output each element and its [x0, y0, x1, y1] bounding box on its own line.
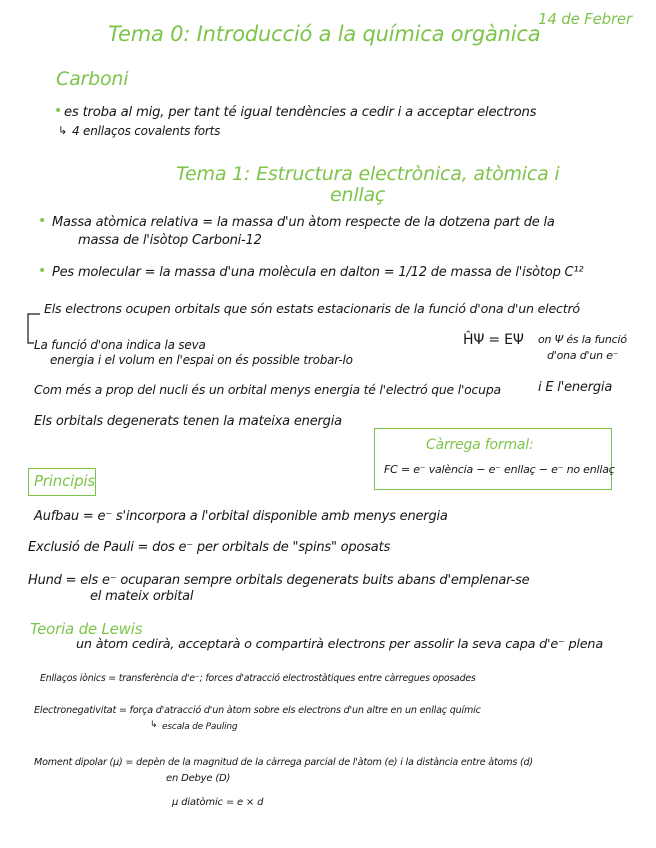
carboni-line2: 4 enllaços covalents forts — [72, 124, 221, 138]
bullet-icon: • — [38, 263, 47, 279]
electronegativitat-line1: Electronegativitat = força d'atracció d'un àtom sobre els electrons d'un altre en un enllaç químic — [34, 705, 481, 716]
tema0-title: Tema 0: Introducció a la química orgànica — [108, 22, 541, 46]
hund-line2: el mateix orbital — [90, 589, 194, 604]
bullet-icon: • — [54, 103, 63, 119]
moment-diatomic: μ diatòmic = e × d — [172, 797, 264, 808]
electronegativitat-line2: escala de Pauling — [162, 722, 238, 732]
carboni-line1: es troba al mig, per tant té igual tendències a cedir i a acceptar electrons — [64, 105, 537, 120]
enllacos-ionics: Enllaços iònics = transferència d'e⁻; forces d'atracció electrostàtiques entre càrregues oposades — [40, 673, 476, 684]
nucli-line: Com més a prop del nucli és un orbital menys energia té l'electró que l'ocupa — [34, 382, 501, 397]
eq-note-line2: d'ona d'un e⁻ — [547, 349, 619, 362]
lewis-line: un àtom cedirà, acceptarà o compartirà electrons per assolir la seva capa d'e⁻ plena — [76, 637, 603, 652]
degenerats-line: Els orbitals degenerats tenen la mateixa energia — [34, 414, 342, 429]
tema1-title-line2: enllaç — [330, 184, 386, 206]
bullet-icon: • — [38, 213, 47, 229]
carrega-formal-title: Càrrega formal: — [426, 437, 534, 453]
eq-note-line3: i E l'energia — [538, 380, 613, 395]
moment-dipolar-line1: Moment dipolar (μ) = depèn de la magnitud de la càrrega parcial de l'àtom (e) i la distància entre àtoms (d) — [34, 757, 533, 768]
massa-line2: massa de l'isòtop Carboni-12 — [78, 233, 262, 248]
eq-note-line1: on Ψ és la funció — [538, 333, 627, 346]
aufbau-line: Aufbau = e⁻ s'incorpora a l'orbital disponible amb menys energia — [34, 509, 448, 524]
pes-molecular: Pes molecular = la massa d'una molècula en dalton = 1/12 de massa de l'isòtop C¹² — [52, 265, 584, 280]
principis-label: Principis — [34, 472, 96, 490]
carrega-formal-formula: FC = e⁻ valència − e⁻ enllaç − e⁻ no enllaç — [384, 463, 615, 476]
hund-line1: Hund = els e⁻ ocuparan sempre orbitals degenerats buits abans d'emplenar-se — [28, 573, 530, 588]
schrodinger-equation: ĤΨ = EΨ — [463, 332, 524, 348]
funcio-line1: La funció d'ona indica la seva — [34, 338, 206, 352]
moment-dipolar-line2: en Debye (D) — [166, 773, 231, 784]
tema1-title-line1: Tema 1: Estructura electrònica, atòmica i — [176, 163, 560, 185]
massa-line1: Massa atòmica relativa = la massa d'un àtom respecte de la dotzena part de la — [52, 215, 555, 230]
date: 14 de Febrer — [538, 10, 632, 28]
lewis-title: Teoria de Lewis — [30, 620, 143, 638]
section-carboni: Carboni — [56, 68, 129, 90]
funcio-line2: energia i el volum en l'espai on és possible trobar-lo — [50, 353, 353, 367]
orbitals-line: Els electrons ocupen orbitals que són estats estacionaris de la funció d'ona d'un electró — [44, 301, 580, 316]
pes-fraction: 1/12 — [398, 265, 427, 280]
arrow-icon: ↳ — [58, 124, 68, 137]
arrow-icon: ↳ — [150, 720, 158, 730]
pauli-line: Exclusió de Pauli = dos e⁻ per orbitals de "spins" oposats — [28, 540, 391, 555]
